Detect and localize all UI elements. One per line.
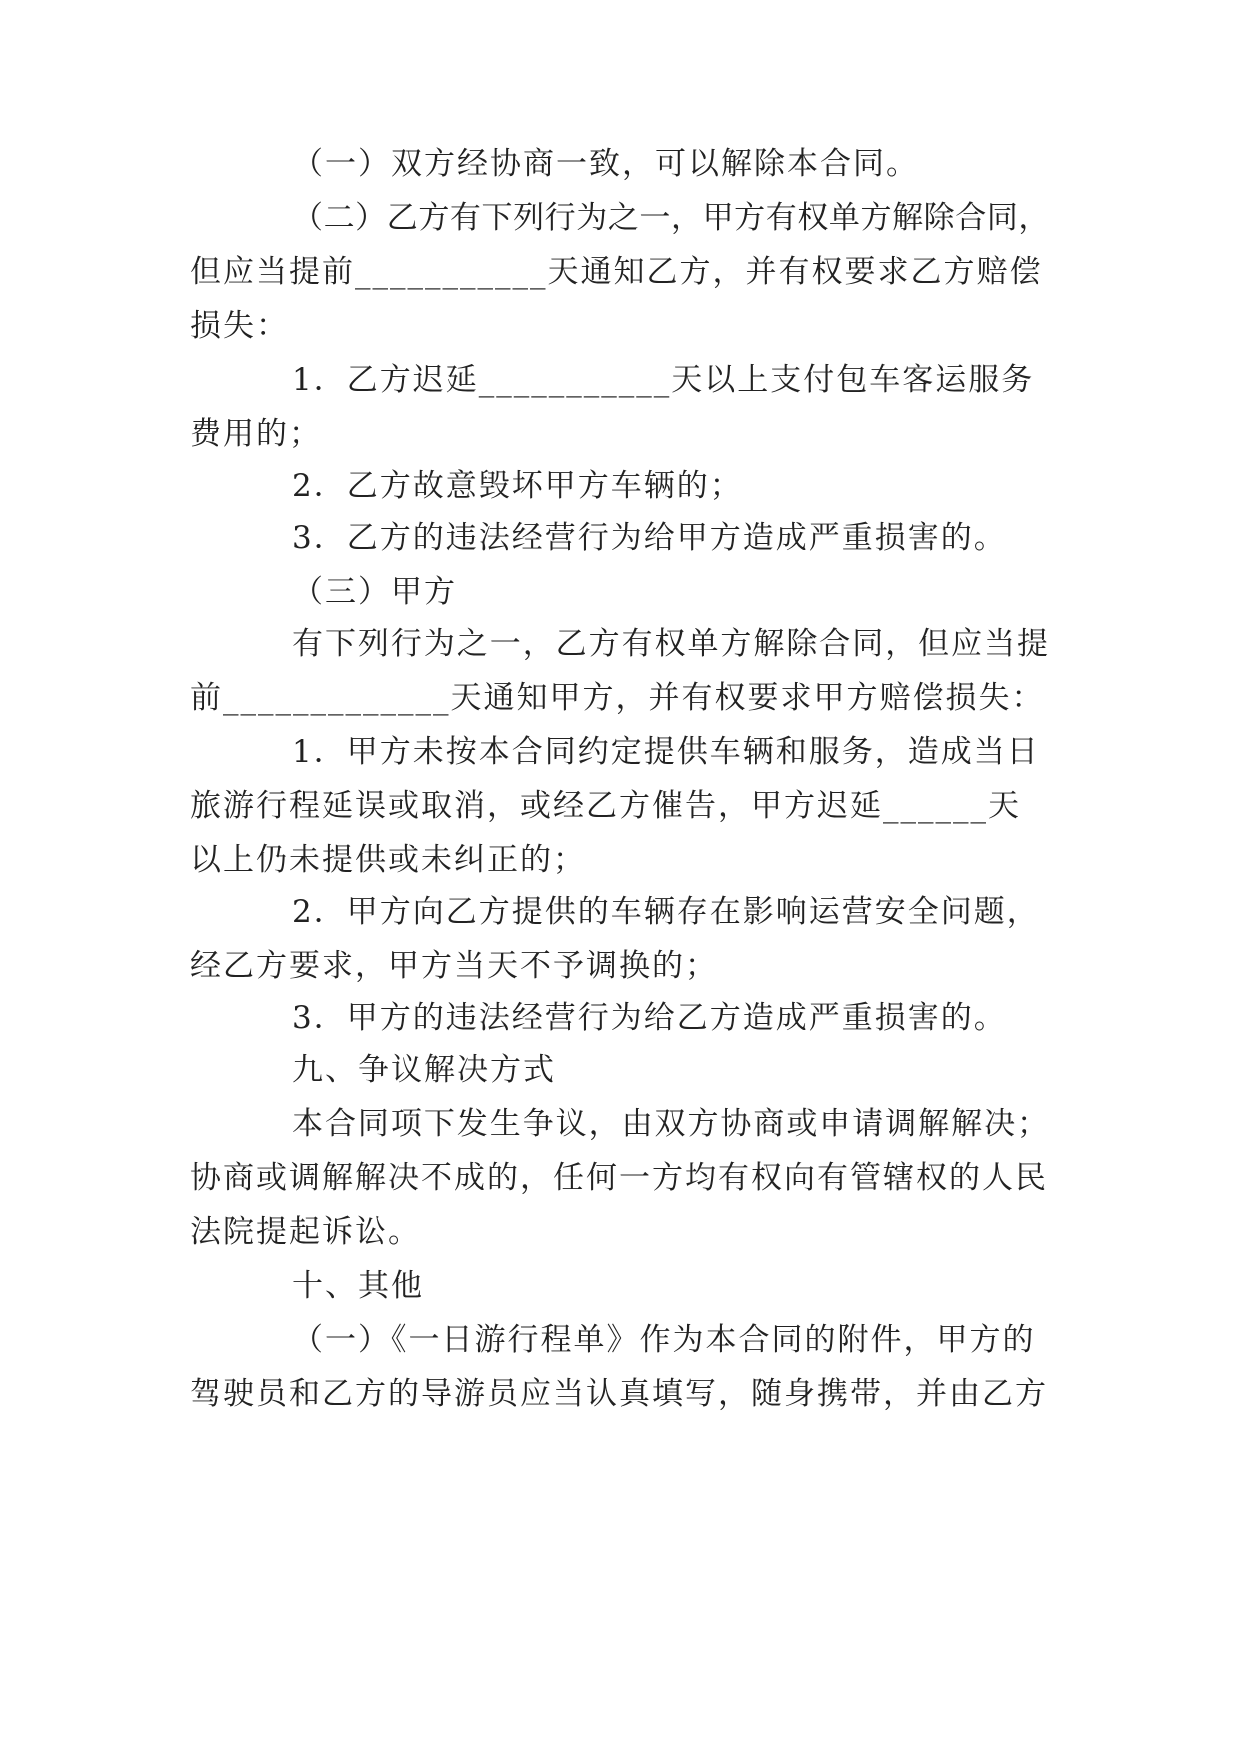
paragraph-line: 驾驶员和乙方的导游员应当认真填写，随身携带，并由乙方 bbox=[190, 1376, 1048, 1412]
paragraph-line: 2．乙方故意毁坏甲方车辆的； bbox=[292, 468, 743, 504]
paragraph-line: 本合同项下发生争议，由双方协商或申请调解解决； bbox=[292, 1106, 1050, 1142]
paragraph-line: 前_____________天通知甲方，并有权要求甲方赔偿损失： bbox=[190, 680, 1045, 716]
section-heading: 九、争议解决方式 bbox=[292, 1052, 556, 1088]
paragraph-line: 法院提起诉讼。 bbox=[190, 1214, 421, 1250]
paragraph-line: 损失： bbox=[190, 308, 289, 344]
paragraph-line: 协商或调解解决不成的，任何一方均有权向有管辖权的人民 bbox=[190, 1160, 1048, 1196]
paragraph-line: 3．甲方的违法经营行为给乙方造成严重损害的。 bbox=[292, 1000, 1007, 1036]
paragraph-line: （三）甲方 bbox=[292, 574, 457, 610]
paragraph-line: 1．甲方未按本合同约定提供车辆和服务，造成当日 bbox=[292, 734, 1040, 770]
paragraph-line: 2．甲方向乙方提供的车辆存在影响运营安全问题， bbox=[292, 894, 1040, 930]
paragraph-line: （一）《一日游行程单》作为本合同的附件，甲方的 bbox=[292, 1322, 1036, 1358]
paragraph-line: 费用的； bbox=[190, 416, 322, 452]
paragraph-line: 但应当提前___________天通知乙方，并有权要求乙方赔偿 bbox=[190, 254, 1043, 290]
paragraph-line: 以上仍未提供或未纠正的； bbox=[190, 842, 586, 878]
paragraph-line: （一）双方经协商一致，可以解除本合同。 bbox=[292, 146, 919, 182]
paragraph-line: 3．乙方的违法经营行为给甲方造成严重损害的。 bbox=[292, 520, 1007, 556]
paragraph-line: （二）乙方有下列行为之一，甲方有权单方解除合同， bbox=[292, 200, 1050, 236]
paragraph-line: 经乙方要求，甲方当天不予调换的； bbox=[190, 948, 718, 984]
paragraph-line: 1．乙方迟延___________天以上支付包车客运服务 bbox=[292, 362, 1035, 398]
paragraph-line: 旅游行程延误或取消，或经乙方催告，甲方迟延______天 bbox=[190, 788, 1021, 824]
paragraph-line: 有下列行为之一，乙方有权单方解除合同，但应当提 bbox=[292, 626, 1050, 662]
section-heading: 十、其他 bbox=[292, 1268, 424, 1304]
